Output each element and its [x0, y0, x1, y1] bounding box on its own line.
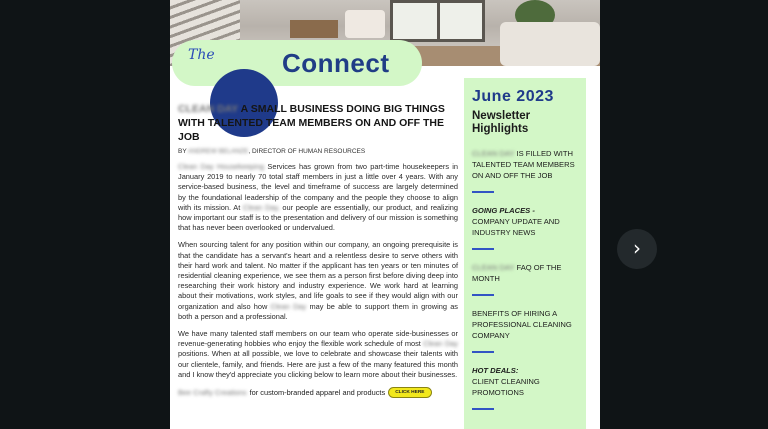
p1-text-b: our people are essentially, our product, and realizing how important our staff is to the presentation and delivery of our mission is something that has never been overlooked or undervalued.	[178, 202, 459, 233]
sidebar-item-2[interactable]	[472, 205, 578, 238]
article-paragraph-2	[178, 240, 458, 322]
photo-chair	[345, 10, 385, 38]
cta-business-blurred[interactable]: Bee Crafty Creations	[178, 388, 247, 398]
sidebar-item-1-blurred: CLEAN DAY	[472, 149, 515, 158]
sidebar-divider	[472, 408, 494, 410]
highlights-sidebar	[464, 78, 586, 429]
photo-window	[390, 0, 485, 42]
newsletter-page	[170, 0, 600, 429]
sidebar-divider	[472, 248, 494, 250]
sidebar-item-4[interactable]	[472, 308, 578, 341]
sidebar-item-5[interactable]	[472, 365, 578, 398]
carousel-next-button[interactable]	[617, 229, 657, 269]
cta-row	[178, 387, 458, 398]
p1-blurred-company: Clean Day Housekeeping	[178, 162, 265, 171]
p3-text-a: We have many talented staff members on our team who operate side-businesses or revenue-generating hobbies who enjoy the flexible work schedule of most	[178, 329, 458, 349]
byline-role: , DIRECTOR OF HUMAN RESOURCES	[248, 148, 366, 155]
article-byline	[178, 148, 458, 155]
article-paragraph-3	[178, 329, 458, 380]
p1-blurred-company-2: Clean Day,	[243, 202, 280, 212]
sidebar-divider	[472, 294, 494, 296]
photo-table	[290, 20, 338, 38]
p2-blurred-company: Clean Day	[270, 301, 307, 311]
masthead-the: The	[188, 47, 215, 63]
sidebar-date: June 2023	[472, 88, 554, 105]
masthead-title: Connect	[282, 48, 390, 78]
sidebar-item-4-text: BENEFITS OF HIRING A PROFESSIONAL CLEANING COMPANY	[472, 309, 572, 340]
sidebar-item-5-heading: HOT DEALS:	[472, 366, 519, 375]
byline-author-blurred: ANDREW BELANZE	[188, 148, 249, 155]
sidebar-title: Newsletter Highlights	[472, 110, 531, 135]
sidebar-item-2-text: COMPANY UPDATE AND INDUSTRY NEWS	[472, 217, 560, 237]
photo-sofa	[500, 22, 600, 66]
sidebar-item-2-heading: GOING PLACES -	[472, 206, 535, 215]
p1-text-a: Services has grown from two part-time housekeepers in January 2019 to nearly 70 total staff members in just a little over 4 years. With any service-based business, the level and timeframe of success are largely determined by the foundational leadership of the company and the people they choose to align with its mission. At	[178, 162, 459, 212]
byline-prefix: BY	[178, 148, 187, 155]
p3-blurred-company: Clean Day	[423, 339, 458, 349]
p2-text-a: When sourcing talent for any position within our company, an ongoing prerequisite is that the candidate has a servant's heart and a relentless desire to serve others with their hard work and talent. No matter if the applicant has ten years or ten minutes of residential cleaning experience, we see them as a person first before diving deep into researching their work history and industry experience. We work hard at learning about their motivations, work styles, and life goals to see if they would align with our organization and also how	[178, 240, 458, 311]
sidebar-item-1[interactable]	[472, 148, 578, 181]
sidebar-item-3-blurred: CLEAN DAY	[472, 263, 515, 272]
click-here-button[interactable]: CLICK HERE	[388, 387, 431, 398]
sidebar-item-3[interactable]	[472, 262, 578, 284]
p2-text-b: may be able to support them in growing as both a person and a professional.	[178, 301, 458, 321]
sidebar-item-3-text: FAQ OF THE MONTH	[472, 263, 562, 283]
sidebar-item-5-text: CLIENT CLEANING PROMOTIONS	[472, 377, 540, 397]
p3-text-b: positions. When at all possible, we love to celebrate and showcase their talents with our clientele, family, and friends. Here are just a few of the many featured this month and I know they'd appreciate you clicking below to learn more about their businesses.	[178, 349, 458, 379]
sidebar-item-1-text: IS FILLED WITH TALENTED TEAM MEMBERS ON AND OFF THE JOB	[472, 149, 575, 180]
headline-text: A SMALL BUSINESS DOING BIG THINGS WITH TALENTED TEAM MEMBERS ON AND OFF THE JOB	[178, 103, 445, 143]
headline-company-blurred: CLEAN DAY	[178, 103, 239, 115]
cta-text: for custom-branded apparel and products	[249, 388, 386, 398]
sidebar-divider	[472, 351, 494, 353]
article-paragraph-1	[178, 162, 458, 233]
masthead	[172, 40, 422, 86]
article-headline	[178, 102, 458, 144]
main-article	[178, 102, 458, 398]
sidebar-divider	[472, 191, 494, 193]
chevron-right-icon: ›	[633, 236, 641, 260]
